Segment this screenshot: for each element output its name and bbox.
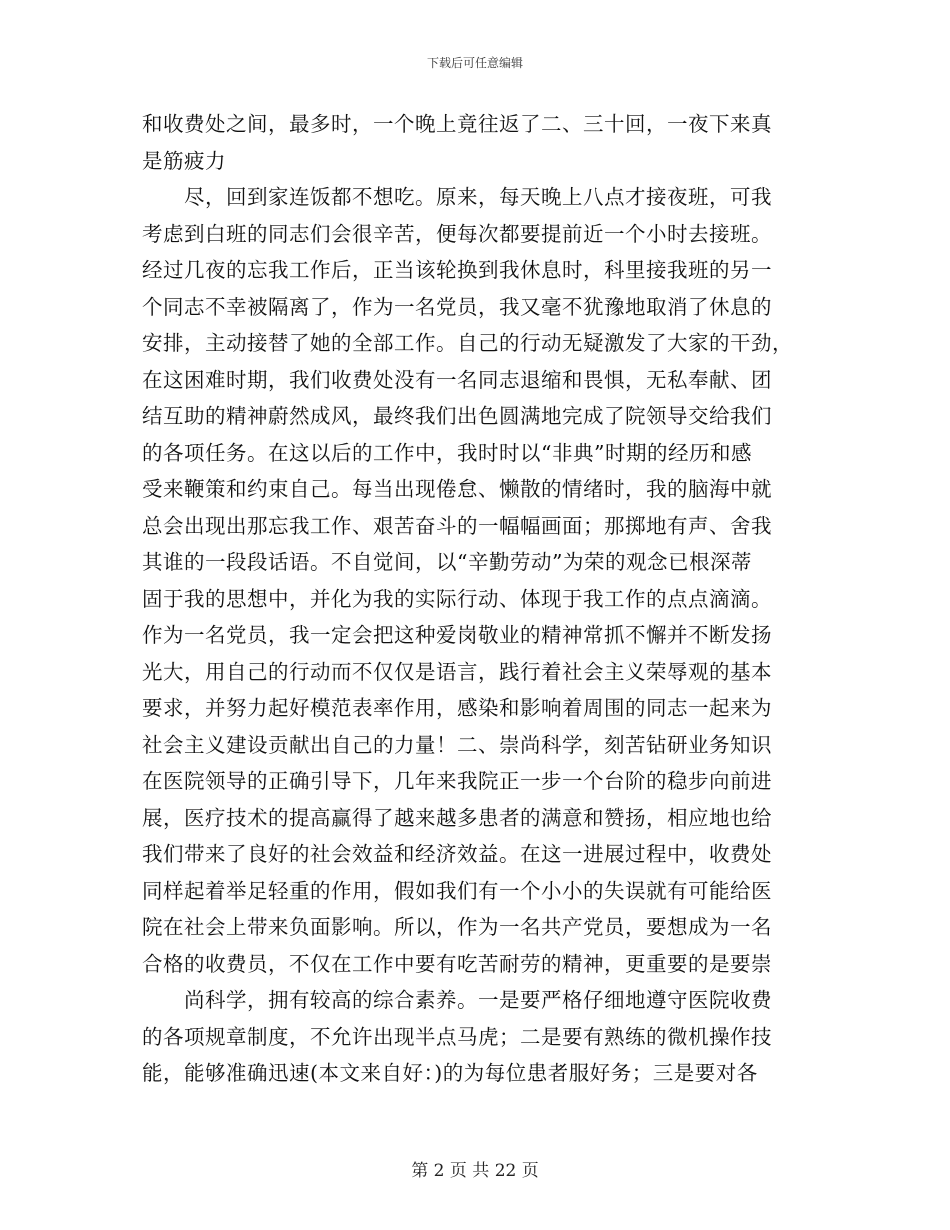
text-line: 光大，用自己的行动而不仅仅是语言，践行着社会主义荣辱观的基本: [142, 659, 772, 684]
page-number-footer: 第 2 页 共 22 页: [411, 1161, 539, 1181]
text-line: 受来鞭策和约束自己。每当出现倦怠、懒散的情绪时，我的脑海中就: [142, 477, 772, 501]
text-line: 要求，并努力起好模范表率作用，感染和影响着周围的同志一起来为: [142, 696, 772, 720]
text-line: 的各项规章制度，不允许出现半点马虎；二是要有熟练的微机操作技: [142, 1024, 772, 1049]
text-line: 合格的收费员，不仅在工作中要有吃苦耐劳的精神，更重要的是要崇: [142, 951, 772, 976]
text-line: 展，医疗技术的提高赢得了越来越多患者的满意和赞扬，相应地也给: [142, 805, 772, 830]
text-line: 总会出现出那忘我工作、艰苦奋斗的一幅幅画面；那掷地有声、舍我: [142, 513, 772, 538]
text-line: 个同志不幸被隔离了，作为一名党员，我又毫不犹豫地取消了休息的: [142, 294, 772, 319]
text-line: 尽，回到家连饭都不想吃。原来，每天晚上八点才接夜班，可我: [184, 185, 772, 209]
text-line: 和收费处之间，最多时，一个晚上竟往返了二、三十回，一夜下来真: [142, 112, 772, 136]
text-line: 固于我的思想中，并化为我的实际行动、体现于我工作的点点滴滴。: [142, 586, 772, 611]
text-line: 考虑到白班的同志们会很辛苦，便每次都要提前近一个小时去接班。: [142, 221, 772, 246]
text-line: 社会主义建设贡献出自己的力量！二、崇尚科学，刻苦钻研业务知识: [142, 732, 772, 757]
document-body: [142, 106, 812, 1092]
text-line: 安排，主动接替了她的全部工作。自己的行动无疑激发了大家的干劲，: [142, 331, 793, 355]
page-header: 下载后可任意编辑: [426, 56, 523, 70]
text-line: 在医院领导的正确引导下，几年来我院正一步一个台阶的稳步向前进: [142, 769, 772, 793]
text-line: 我们带来了良好的社会效益和经济效益。在这一进展过程中，收费处: [142, 842, 772, 866]
text-line: 尚科学，拥有较高的综合素养。一是要严格仔细地遵守医院收费: [184, 988, 772, 1012]
text-line: 同样起着举足轻重的作用，假如我们有一个小小的失误就有可能给医: [142, 878, 772, 903]
text-line: 是筋疲力: [142, 148, 226, 173]
text-line: 结互助的精神蔚然成风，最终我们出色圆满地完成了院领导交给我们: [142, 404, 772, 428]
text-line: 经过几夜的忘我工作后，正当该轮换到我休息时，科里接我班的另一: [142, 258, 772, 282]
text-line: 其谁的一段段话语。不自觉间，以“辛勤劳动”为荣的观念已根深蒂: [142, 550, 752, 574]
text-line: 在这困难时期，我们收费处没有一名同志退缩和畏惧，无私奉献、团: [142, 367, 772, 392]
text-line: 作为一名党员，我一定会把这种爱岗敬业的精神常抓不懈并不断发扬: [142, 623, 772, 647]
text-line: 院在社会上带来负面影响。所以，作为一名共产党员，要想成为一名: [142, 915, 772, 939]
text-line: 的各项任务。在这以后的工作中，我时时以“非典”时期的经历和感: [142, 440, 752, 465]
text-line: 能，能够准确迅速(本文来自好：)的为每位患者服好务；三是要对各: [142, 1061, 758, 1085]
